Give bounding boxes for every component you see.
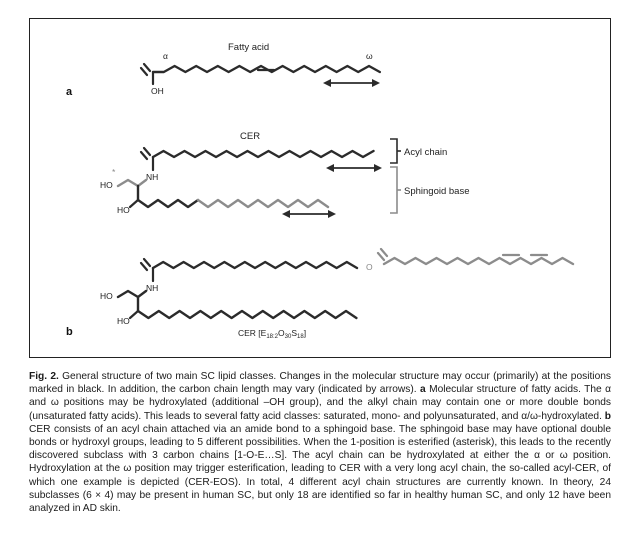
fatty-acid-title: Fatty acid bbox=[228, 42, 270, 53]
caption-text-2: Molecular structure of fatty acids. The α and ω positions may be hydroxylated (additional –OH group), and the alkyl chain may contain one or more double bonds (unsaturated fatty acids). This leads to several fatty acid classes: saturated, mono- and polyunsaturated, and α/ω-hydroxylated. bbox=[29, 384, 611, 422]
ho-label-4: HO bbox=[117, 316, 130, 326]
caption-b-label: b bbox=[604, 410, 611, 422]
sphingoid-base-bracket bbox=[390, 167, 401, 213]
cer-acyl-chain bbox=[141, 148, 374, 170]
panel-b-label: b bbox=[66, 326, 73, 338]
figure-caption bbox=[29, 370, 611, 515]
ho-label-3: HO bbox=[100, 291, 113, 301]
omega-label: ω bbox=[366, 51, 373, 61]
alpha-label: α bbox=[163, 51, 168, 61]
cer-eos-structure bbox=[118, 249, 573, 318]
cer-title: CER bbox=[240, 131, 261, 142]
oh-label: OH bbox=[151, 86, 164, 96]
sphingoid-base-label: Sphingoid base bbox=[404, 186, 470, 197]
length-arrow-sphingoid bbox=[282, 210, 336, 218]
acyl-chain-label: Acyl chain bbox=[404, 147, 448, 158]
length-arrow-a bbox=[323, 79, 380, 87]
ho-label-1: HO bbox=[100, 180, 113, 190]
asterisk-label: * bbox=[112, 167, 116, 177]
caption-a-label: a bbox=[420, 384, 426, 396]
panel-a-label: a bbox=[66, 86, 73, 98]
nh-label-1: NH bbox=[146, 172, 159, 182]
caption-text-3: CER consists of an acyl chain attached via an amide bond to a sphingoid base. The sphingoid base may have optional double bonds or hydroxyl groups, leading to 5 different possibilities. When the 1-position is esterified (asterisk), this leads to the recently discovered subclass with 3 carbon chains [1-O-E…S]. The acyl chain can be hydroxylated at either the α or ω position. Hydroxylation at the ω position may trigger esterification, leading to CER with a very long acyl chain, the so-called acyl-CER, of which one example is depicted (CER-EOS). In total, 4 different acyl chain structures are currently known. In theory, 24 subclasses (6 × 4) may be present in human SC, but only 18 are identified so far in healthy human SC, and only 12 have been analyzed in AD skin. bbox=[29, 423, 611, 515]
cer-sphingoid-base bbox=[118, 180, 328, 207]
ester-o-label: O bbox=[366, 262, 373, 272]
nh-label-2: NH bbox=[146, 283, 159, 293]
cer-eos-label: CER $[E_{18:2}O_{30}S_{18}]$ bbox=[238, 328, 307, 340]
acyl-chain-bracket bbox=[390, 139, 401, 163]
caption-fig-label: Fig. 2. bbox=[29, 371, 59, 382]
ho-label-2: HO bbox=[117, 205, 130, 215]
length-arrow-acyl bbox=[326, 164, 382, 172]
fatty-acid-structure bbox=[141, 64, 380, 84]
caption-text-1: General structure of two main SC lipid classes. Changes in the molecular structure may occur (primarily) at the positions marked in black. In addition, the carbon chain length may vary (indicated by arrows). bbox=[29, 371, 611, 396]
